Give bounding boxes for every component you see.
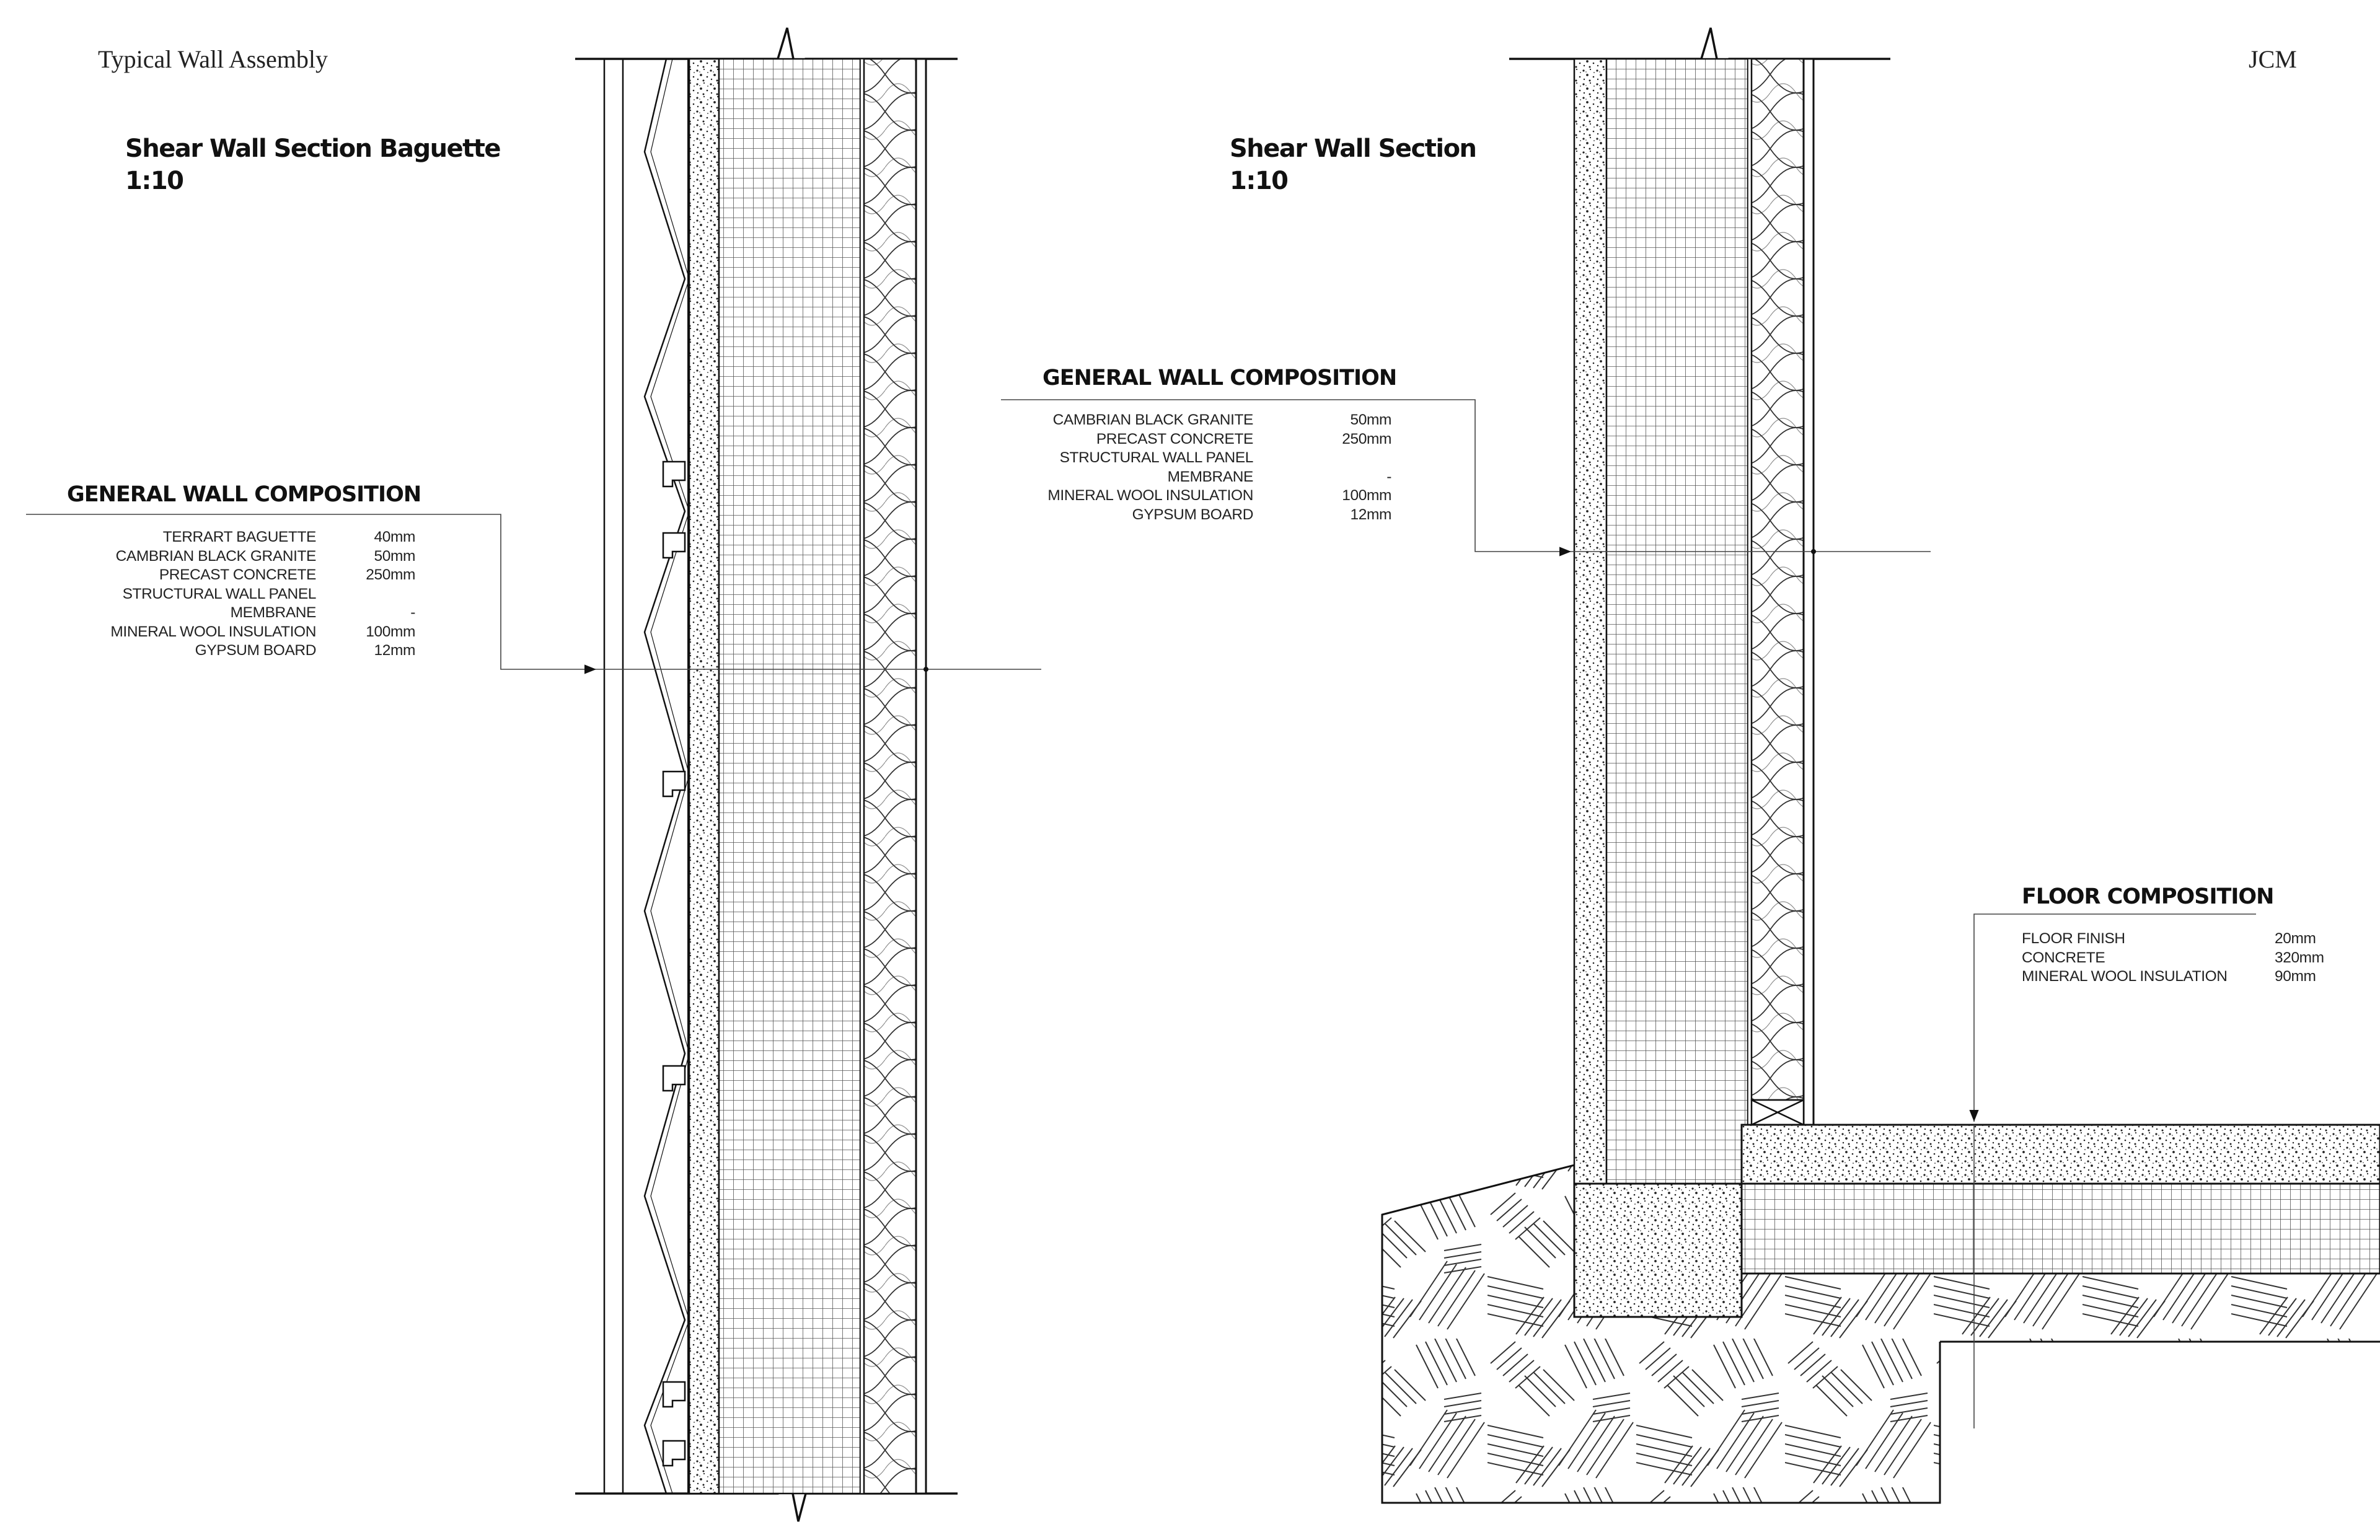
sheet-mark: JCM: [2249, 45, 2297, 73]
list-item: MINERAL WOOL INSULATION 90mm: [2022, 968, 2316, 985]
right-wool-layer: [1752, 59, 1804, 1100]
list-item: STRUCTURAL WALL PANEL: [1059, 449, 1253, 466]
list-item: PRECAST CONCRETE 250mm: [159, 566, 415, 583]
left-gypsum-layer: [916, 59, 926, 1494]
right-composition-list: [992, 411, 1391, 524]
list-item: PRECAST CONCRETE 250mm: [1096, 430, 1391, 447]
left-composition-heading: GENERAL WALL COMPOSITION: [67, 482, 421, 507]
list-item: TERRART BAGUETTE 40mm: [162, 529, 415, 545]
left-precast-layer: [719, 59, 860, 1494]
list-item: MINERAL WOOL INSULATION 100mm: [1047, 487, 1391, 504]
right-wall-section: [1001, 28, 2380, 1503]
footing: [1574, 1184, 1742, 1317]
floor-concrete-layer: [1742, 1184, 2380, 1274]
right-section-name: Shear Wall Section: [1230, 134, 1476, 163]
list-item: MINERAL WOOL INSULATION 100mm: [110, 623, 415, 640]
list-item: GYPSUM BOARD 12mm: [195, 642, 415, 659]
blocking-box: [1752, 1100, 1804, 1125]
left-granite-layer: [689, 59, 719, 1494]
left-section-title: [125, 133, 500, 197]
left-wool-layer: [864, 59, 916, 1494]
right-precast-layer: [1606, 59, 1748, 1184]
list-item: STRUCTURAL WALL PANEL: [122, 585, 316, 602]
list-item: MEMBRANE -: [230, 604, 415, 621]
left-section-scale: 1:10: [125, 167, 183, 195]
ground-under-floor: [1742, 1274, 2380, 1342]
right-section-title: [1230, 133, 1476, 197]
sheet-title: Typical Wall Assembly: [98, 45, 328, 73]
floor-finish-layer: [1742, 1125, 2380, 1184]
list-item: CAMBRIAN BLACK GRANITE 50mm: [1052, 411, 1391, 428]
list-item: GYPSUM BOARD 12mm: [1132, 506, 1391, 523]
list-item: FLOOR FINISH 20mm: [2022, 930, 2316, 947]
list-item: MEMBRANE -: [1167, 468, 1391, 485]
right-composition-heading: GENERAL WALL COMPOSITION: [1042, 366, 1397, 390]
right-gypsum-layer: [1804, 59, 1814, 1125]
baguette-clips: [663, 462, 685, 1466]
floor-composition-list: [2022, 930, 2344, 987]
left-section-name: Shear Wall Section Baguette: [125, 134, 501, 163]
right-granite-layer: [1574, 59, 1606, 1317]
list-item: CONCRETE 320mm: [2022, 949, 2324, 966]
list-item: CAMBRIAN BLACK GRANITE 50mm: [115, 547, 415, 565]
right-section-scale: 1:10: [1230, 167, 1288, 195]
floor-composition-heading: FLOOR COMPOSITION: [2022, 884, 2274, 909]
left-wall-section: [26, 28, 1041, 1521]
left-composition-list: [37, 528, 415, 661]
